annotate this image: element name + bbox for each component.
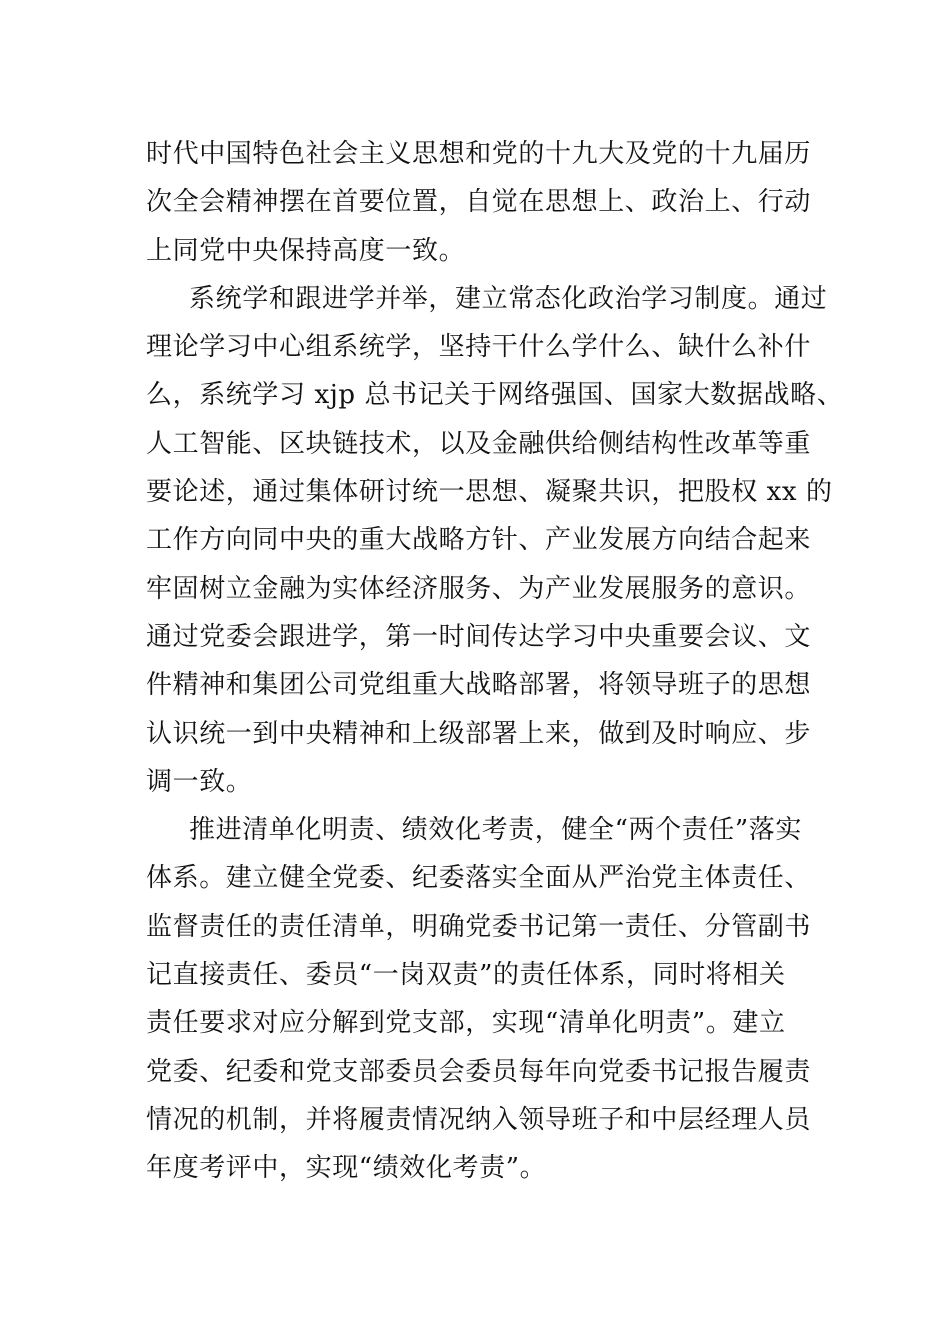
- text-line: 次全会精神摆在首要位置，自觉在思想上、政治上、行动: [146, 187, 812, 218]
- text-line: 责任要求对应分解到党支部，实现“清单化明责”。建立: [146, 1008, 786, 1039]
- text-line: 时代中国特色社会主义思想和党的十九大及党的十九届历: [146, 139, 812, 169]
- text-line: 要论述，通过集体研讨统一思想、凝聚共识，把股权 xx 的: [146, 477, 833, 508]
- text-line: 体系。建立健全党委、纪委落实全面从严治党主体责任、: [146, 863, 812, 894]
- text-line: 情况的机制，并将履责情况纳入领导班子和中层经理人员: [146, 1104, 812, 1135]
- text-line: 上同党中央保持高度一致。: [146, 235, 466, 266]
- paragraph-continuation: [146, 130, 812, 275]
- text-line: 调一致。: [146, 766, 253, 797]
- text-line: 监督责任的责任清单，明确党委书记第一责任、分管副书: [146, 911, 812, 942]
- paragraph-political-study: [146, 275, 844, 806]
- text-line: 牢固树立金融为实体经济服务、为产业发展服务的意识。: [146, 573, 812, 604]
- text-line: 党委、纪委和党支部委员会委员每年向党委书记报告履责: [146, 1056, 812, 1087]
- text-line: 通过党委会跟进学，第一时间传达学习中央重要会议、文: [146, 621, 812, 652]
- text-line: 工作方向同中央的重大战略方针、产业发展方向结合起来: [146, 525, 812, 556]
- text-line-first: 系统学和跟进学并举，建立常态化政治学习制度。通过: [189, 283, 828, 314]
- text-line: 件精神和集团公司党组重大战略部署，将领导班子的思想: [146, 670, 812, 701]
- body-text: [146, 130, 844, 1193]
- text-line: 年度考评中，实现“绩效化考责”。: [146, 1153, 547, 1184]
- text-line: 认识统一到中央精神和上级部署上来，做到及时响应、步: [146, 718, 812, 749]
- paragraph-responsibility: [146, 806, 812, 1192]
- text-line-first: 推进清单化明责、绩效化考责，健全“两个责任”落实: [189, 815, 802, 846]
- text-line: 人工智能、区块链技术，以及金融供给侧结构性改革等重: [146, 428, 812, 459]
- text-line: 么，系统学习 xjp 总书记关于网络强国、国家大数据战略、: [146, 380, 844, 411]
- text-line: 记直接责任、委员“一岗双责”的责任体系，同时将相关: [146, 960, 786, 991]
- text-line: 理论学习中心组系统学，坚持干什么学什么、缺什么补什: [146, 332, 812, 363]
